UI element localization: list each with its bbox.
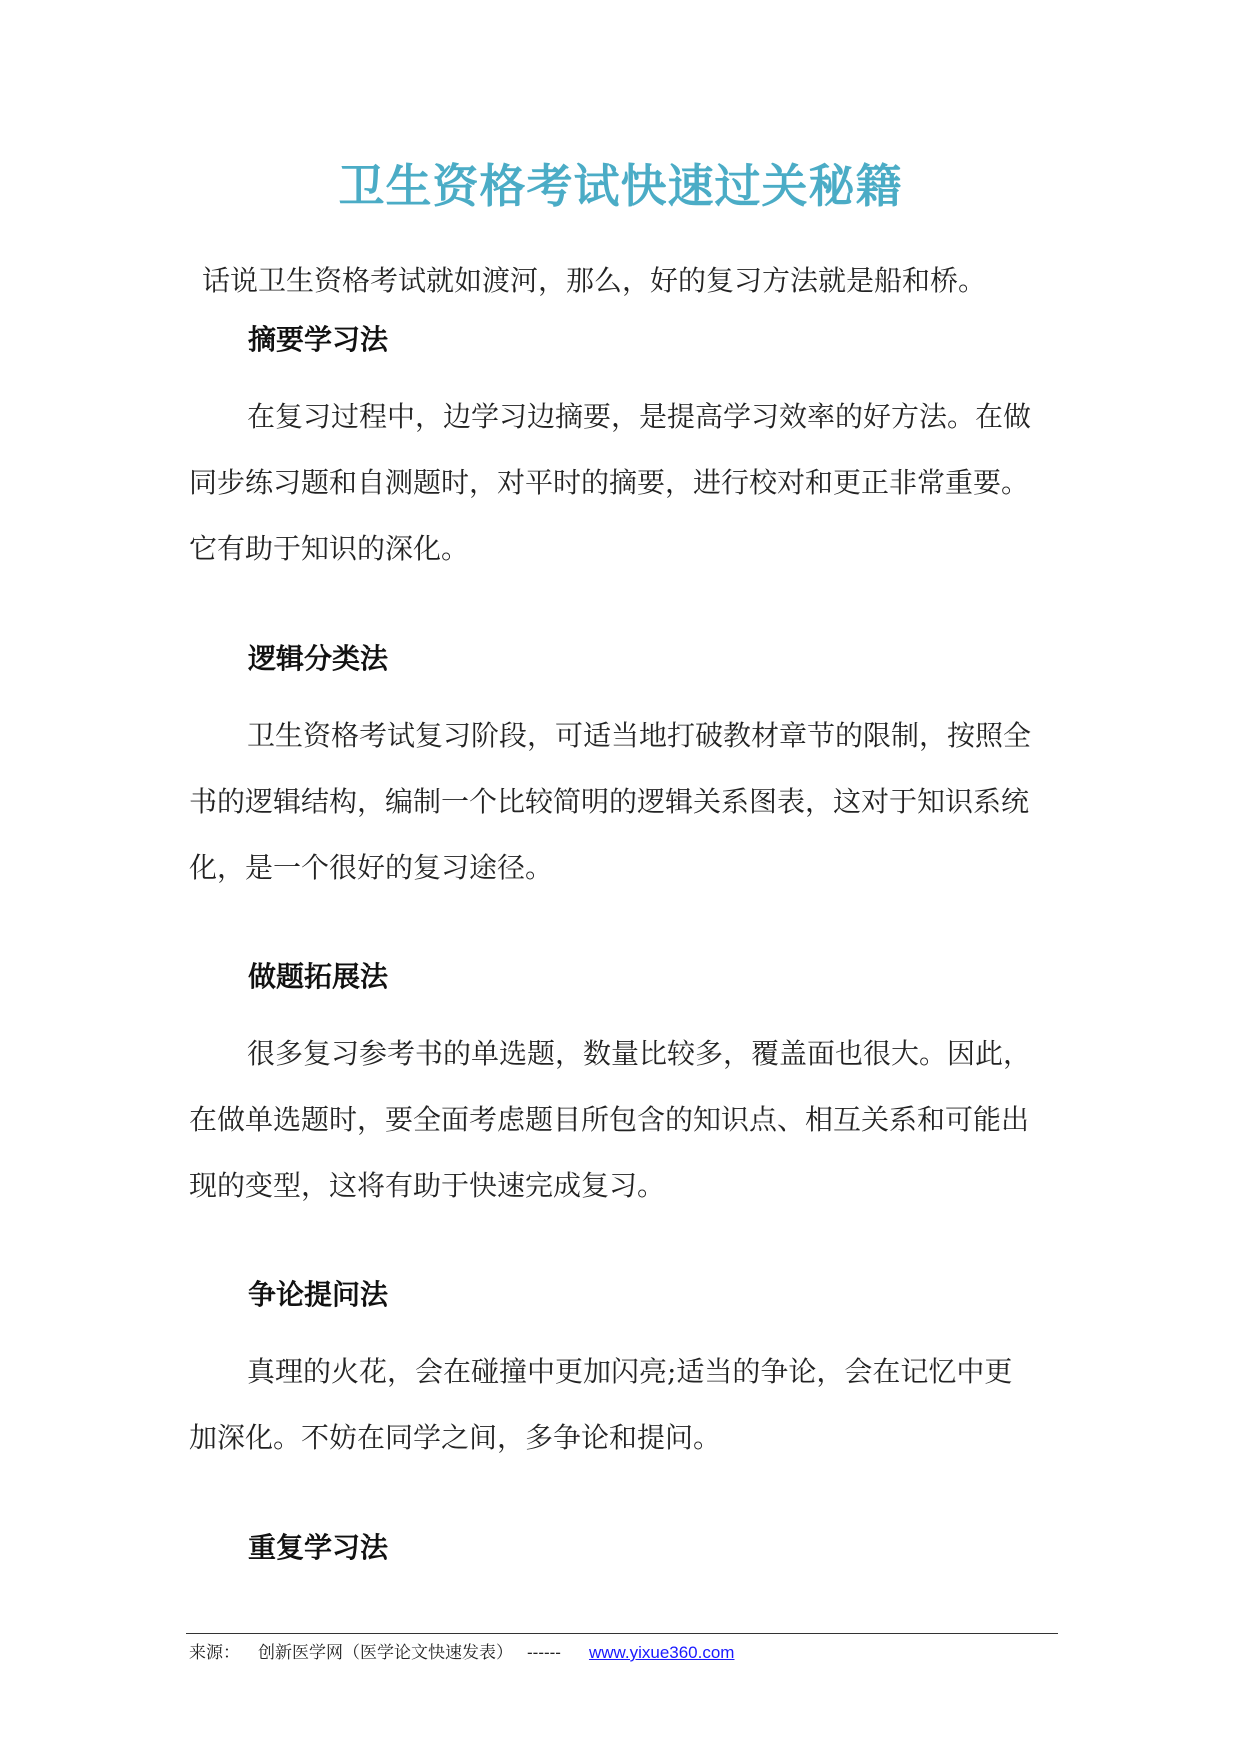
document-title: 卫生资格考试快速过关秘籍 — [338, 159, 903, 213]
section-heading: 争论提问法 — [248, 1278, 389, 1311]
footer-divider — [186, 1633, 1058, 1634]
paragraph-line: 同步练习题和自测题时，对平时的摘要，进行校对和更正非常重要。 — [189, 466, 1030, 499]
paragraph-line: 卫生资格考试复习阶段，可适当地打破教材章节的限制，按照全 — [247, 719, 1032, 752]
section-heading: 重复学习法 — [248, 1531, 389, 1564]
section-paragraph — [189, 1339, 1059, 1471]
section-heading: 逻辑分类法 — [248, 642, 389, 675]
section-heading: 做题拓展法 — [248, 960, 389, 993]
page-footer — [189, 1638, 734, 1663]
footer-dashes: ------ — [527, 1643, 561, 1662]
paragraph-line: 真理的火花，会在碰撞中更加闪亮;适当的争论，会在记忆中更 — [247, 1355, 1013, 1388]
intro-paragraph: 话说卫生资格考试就如渡河，那么，好的复习方法就是船和桥。 — [202, 264, 987, 297]
footer-source-name: 创新医学网（医学论文快速发表） — [258, 1643, 513, 1663]
paragraph-line: 加深化。不妨在同学之间，多争论和提问。 — [189, 1421, 722, 1454]
footer-source-label: 来源： — [189, 1643, 240, 1663]
paragraph-line: 它有助于知识的深化。 — [189, 532, 470, 565]
paragraph-line: 在复习过程中，边学习边摘要，是提高学习效率的好方法。在做 — [247, 400, 1032, 433]
section-paragraph — [189, 1021, 1059, 1219]
paragraph-line: 在做单选题时，要全面考虑题目所包含的知识点、相互关系和可能出 — [189, 1103, 1030, 1136]
footer-website-link[interactable]: www.yixue360.com — [588, 1643, 735, 1662]
section-paragraph — [189, 384, 1059, 582]
paragraph-line: 现的变型，这将有助于快速完成复习。 — [189, 1169, 666, 1202]
paragraph-line: 化，是一个很好的复习途径。 — [189, 851, 554, 884]
paragraph-line: 很多复习参考书的单选题，数量比较多，覆盖面也很大。因此， — [247, 1037, 1032, 1070]
section-heading: 摘要学习法 — [248, 323, 389, 356]
paragraph-line: 书的逻辑结构，编制一个比较简明的逻辑关系图表，这对于知识系统 — [189, 785, 1030, 818]
section-paragraph — [189, 703, 1059, 901]
